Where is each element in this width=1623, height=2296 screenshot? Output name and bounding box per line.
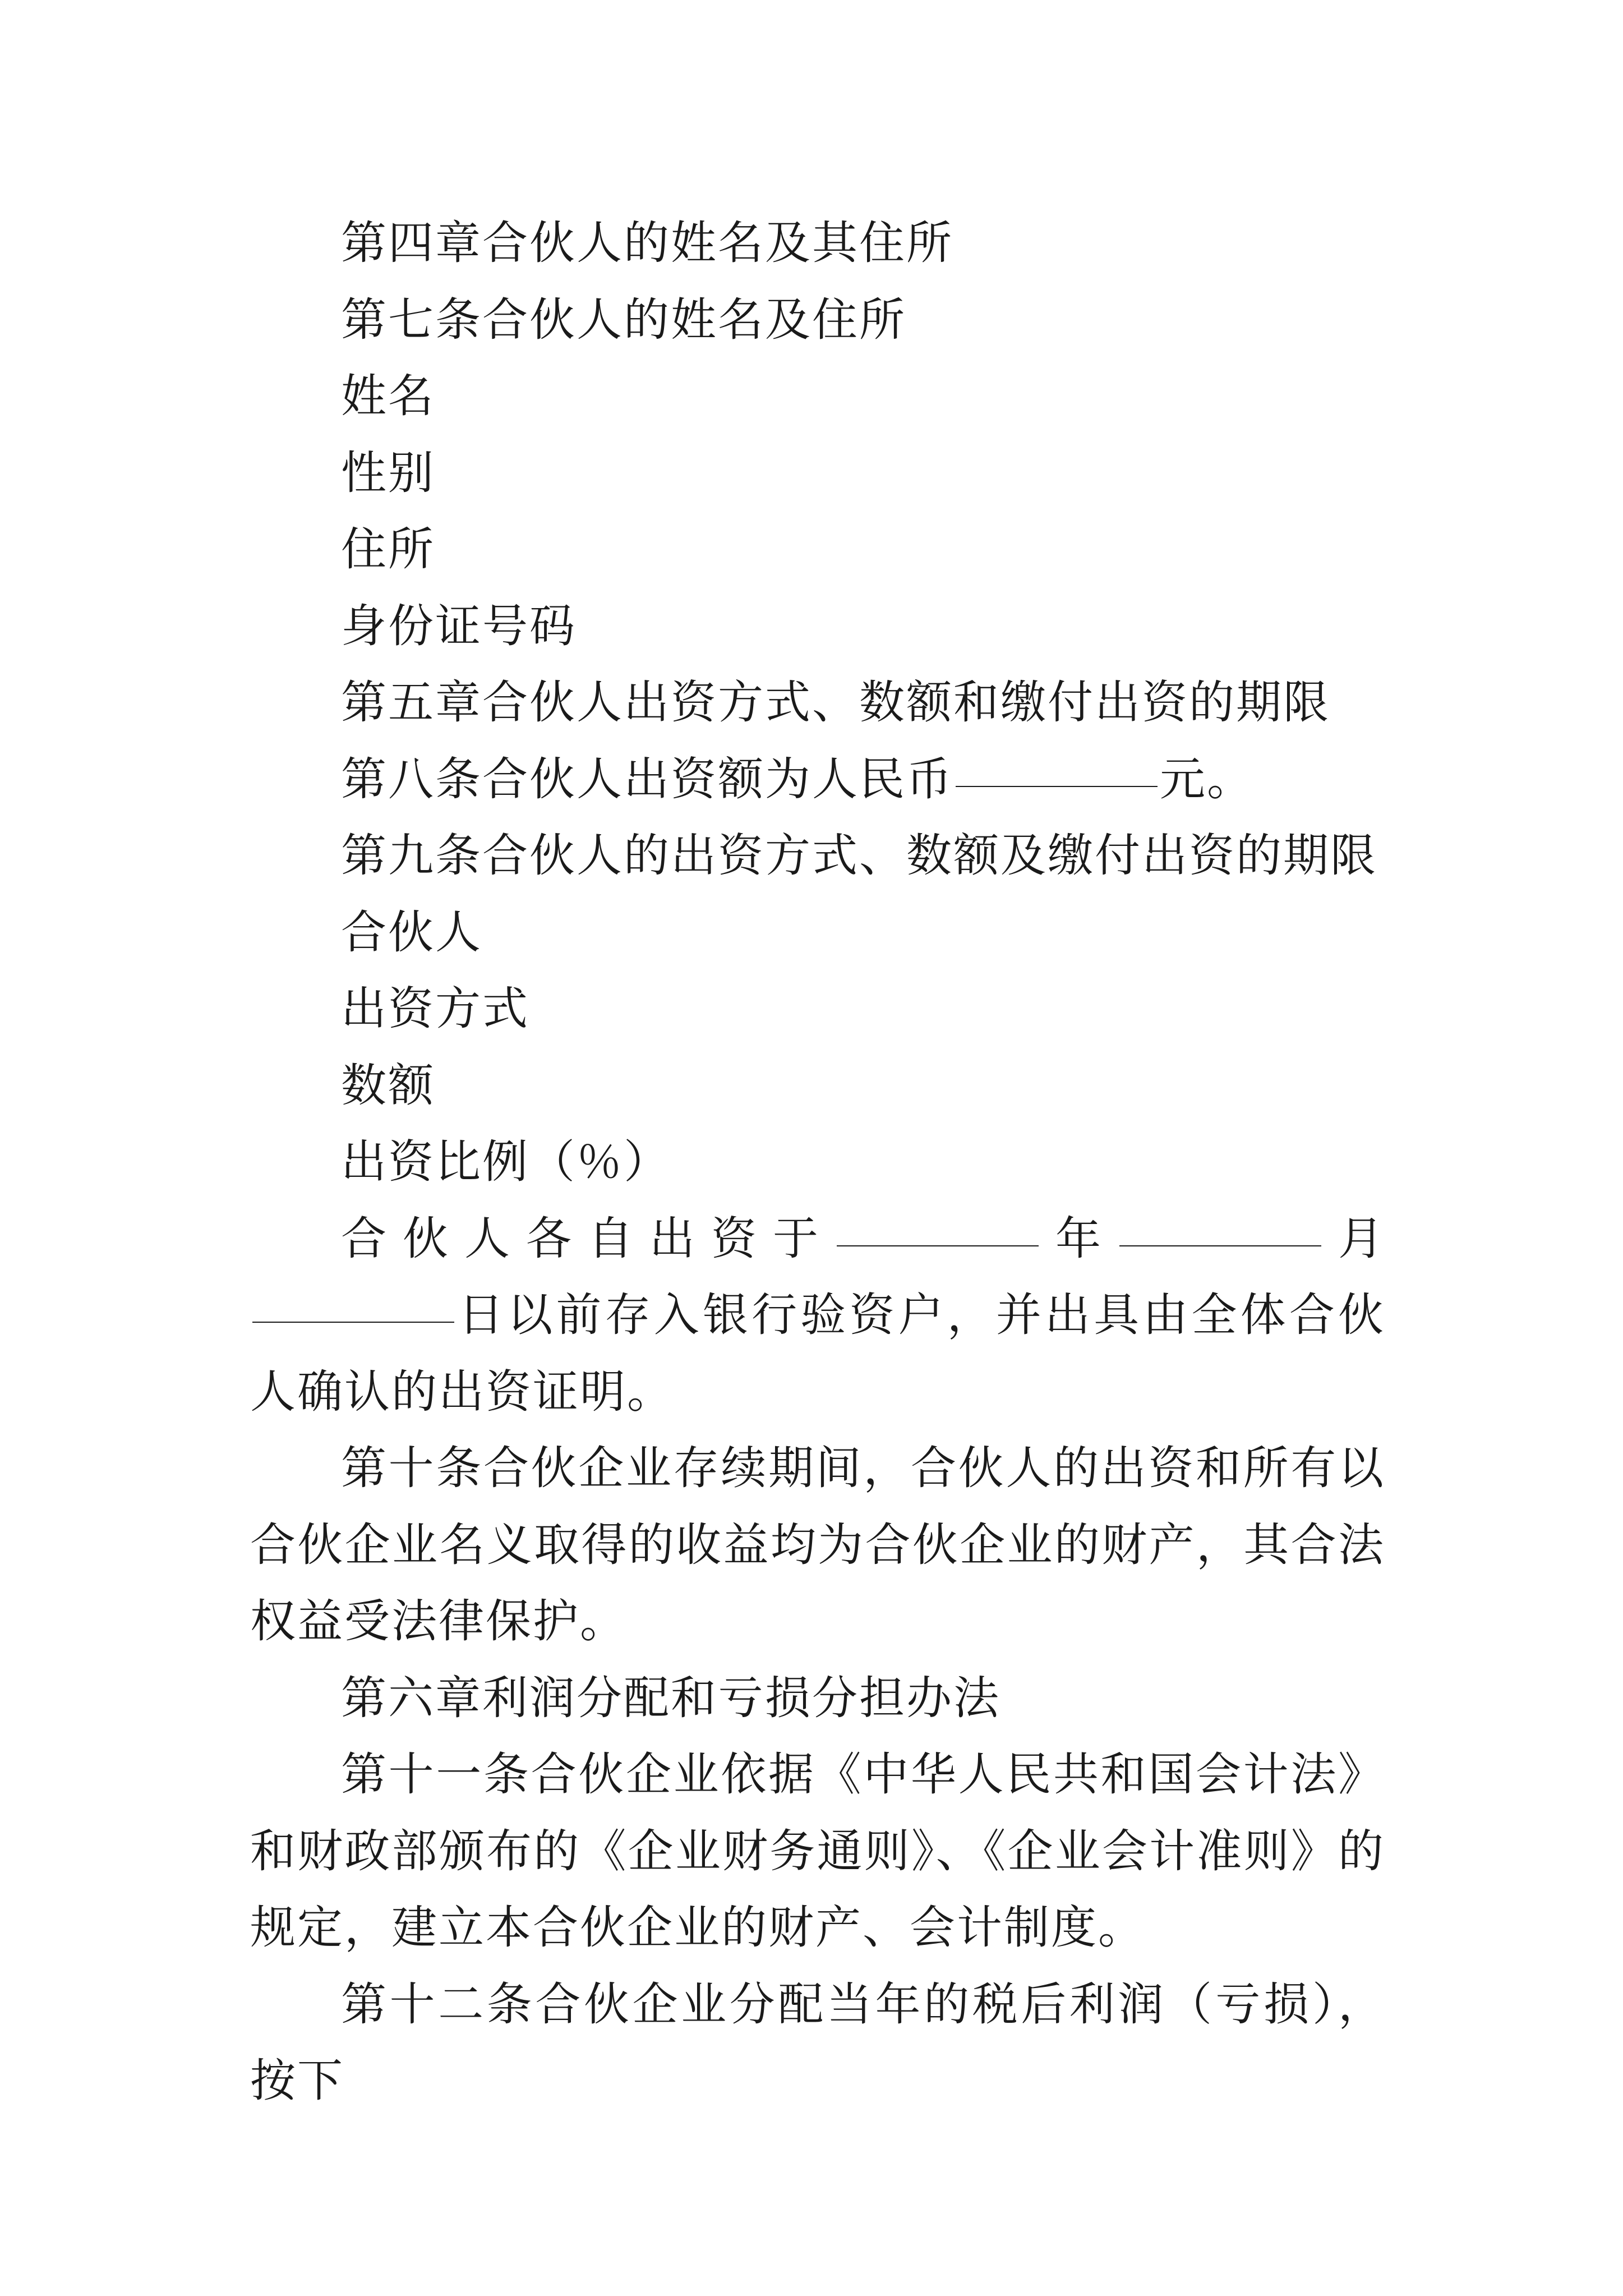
field-gender-label: 性别 [341,447,436,500]
deposit-month: 月 [1323,1212,1385,1266]
deposit-text-1: 合伙人各自出资于 [341,1212,834,1266]
article-7-heading: 第七条合伙人的姓名及住所 [341,293,907,347]
deposit-paragraph [250,1201,1385,1431]
article-10-paragraph: 第十条合伙企业存续期间，合伙人的出资和所有以合伙企业名义取得的收益均为合伙企业的财产，其合法权益受法律保护。 [250,1442,1385,1648]
deposit-year: 年 [1040,1212,1117,1266]
article-12-paragraph: 第十二条合伙企业分配当年的税后利润（亏损），按下 [250,1978,1385,2108]
article-8-unit: 元。 [1160,753,1255,806]
month-blank [1119,1245,1321,1246]
day-blank [252,1321,454,1323]
field-id-number-label: 身份证号码 [341,600,577,653]
chapter-4-heading: 第四章合伙人的姓名及其住所 [341,217,954,270]
chapter-6-heading: 第六章利润分配和亏损分担办法 [341,1672,1001,1725]
field-contribution-method-label: 出资方式 [341,983,530,1036]
article-8-text: 第八条合伙人出资额为人民币 [341,753,954,806]
year-blank [837,1245,1039,1246]
field-address-label: 住所 [341,523,436,576]
amount-blank [956,785,1158,787]
chapter-5-heading: 第五章合伙人出资方式、数额和缴付出资的期限 [341,677,1331,729]
field-amount-label: 数额 [341,1059,436,1112]
article-9-heading: 第九条合伙人的出资方式、数额及缴付出资的期限 [341,830,1378,882]
field-name-label: 姓名 [341,370,436,423]
field-contribution-ratio-label: 出资比例（％） [341,1136,671,1189]
document-page [250,205,1385,2120]
field-partner-label: 合伙人 [341,906,483,959]
deposit-text-2: 日以前存入银行验资户，并出具由全体合伙人确认的出资证明。 [250,1289,1385,1419]
article-11-paragraph: 第十一条合伙企业依据《中华人民共和国会计法》和财政部颁布的《企业财务通则》、《企业会计准则》的规定，建立本合伙企业的财产、会计制度。 [250,1749,1385,1954]
article-8-paragraph [250,742,1385,818]
